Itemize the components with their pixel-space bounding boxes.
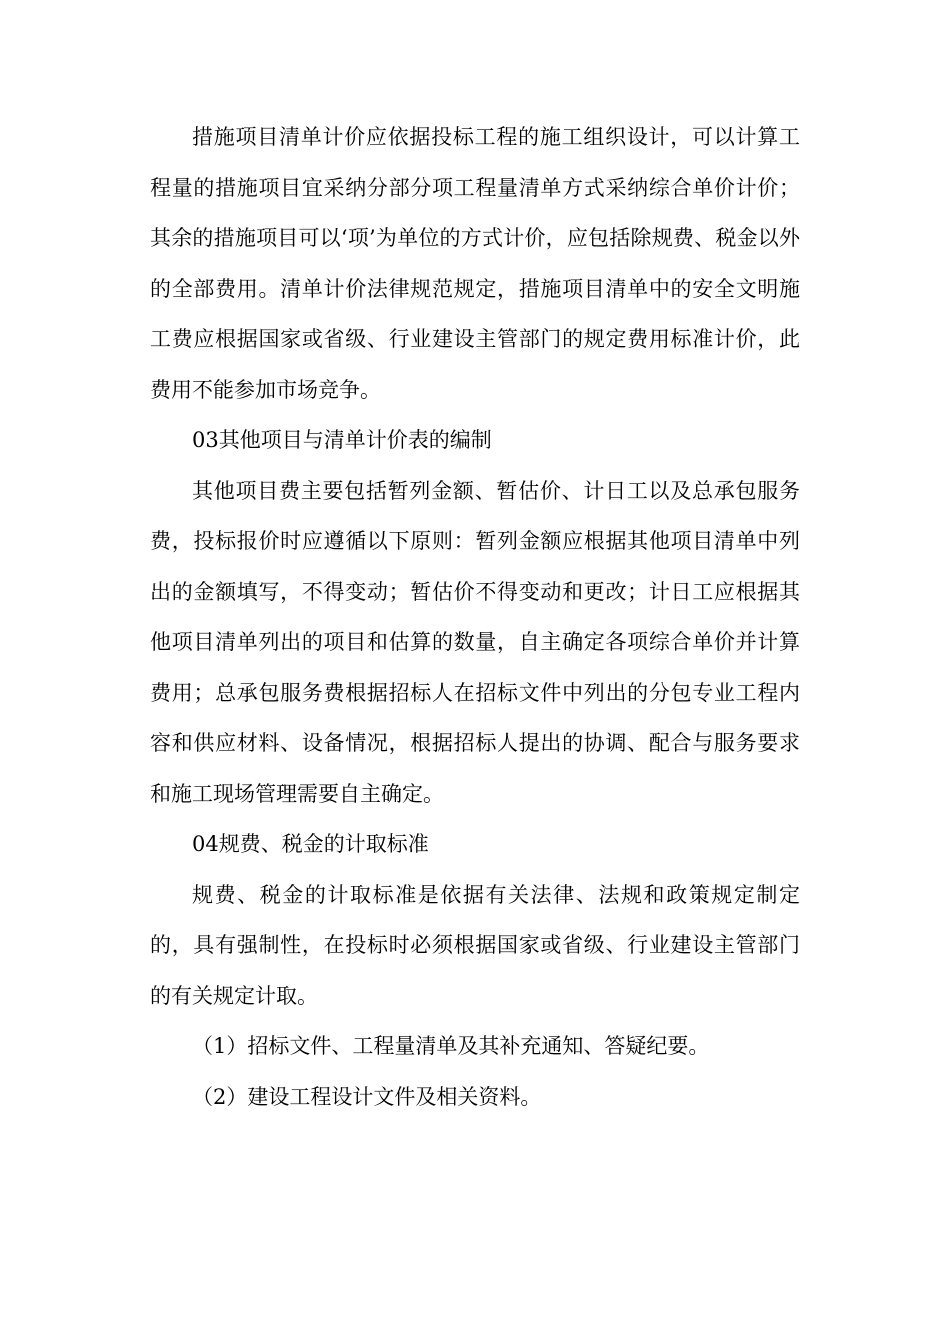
section-heading-03: 03其他项目与清单计价表的编制 xyxy=(192,428,492,452)
paragraph-other-items: 其他项目费主要包括暂列金额、暂估价、计日工以及总承包服务费，投标报价时应遵循以下原则：暂列金额应根据其他项目清单中列出的金额填写，不得变动；暂估价不得变动和更改；计日工应根据其他项目清单列出的项目和估算的数量，自主确定各项综合单价并计算费用；总承包服务费根据招标人在招标文件中列出的分包专业工程内容和供应材料、设备情况，根据招标人提出的协调、配合与服务要求和施工现场管理需要自主确定。 xyxy=(150,478,800,806)
list-item-2: （2）建设工程设计文件及相关资料。 xyxy=(192,1084,542,1109)
paragraph-measures-pricing: 措施项目清单计价应依据投标工程的施工组织设计，可以计算工程量的措施项目宜采纳分部分项工程量清单方式采纳综合单价计价；其余的措施项目可以‘项’为单位的方式计价，应包括除规费、税金以外的全部费用。清单计价法律规范规定，措施项目清单中的安全文明施工费应根据国家或省级、行业建设主管部门的规定费用标准计价，此费用不能参加市场竞争。 xyxy=(150,125,800,402)
list-item-1: （1）招标文件、工程量清单及其补充通知、答疑纪要。 xyxy=(192,1034,710,1058)
section-heading-04: 04规费、税金的计取标准 xyxy=(192,832,429,856)
document-body xyxy=(150,112,800,1122)
paragraph-fees-taxes: 规费、税金的计取标准是依据有关法律、法规和政策规定制定的，具有强制性，在投标时必须根据国家或省级、行业建设主管部门的有关规定计取。 xyxy=(150,882,800,1008)
